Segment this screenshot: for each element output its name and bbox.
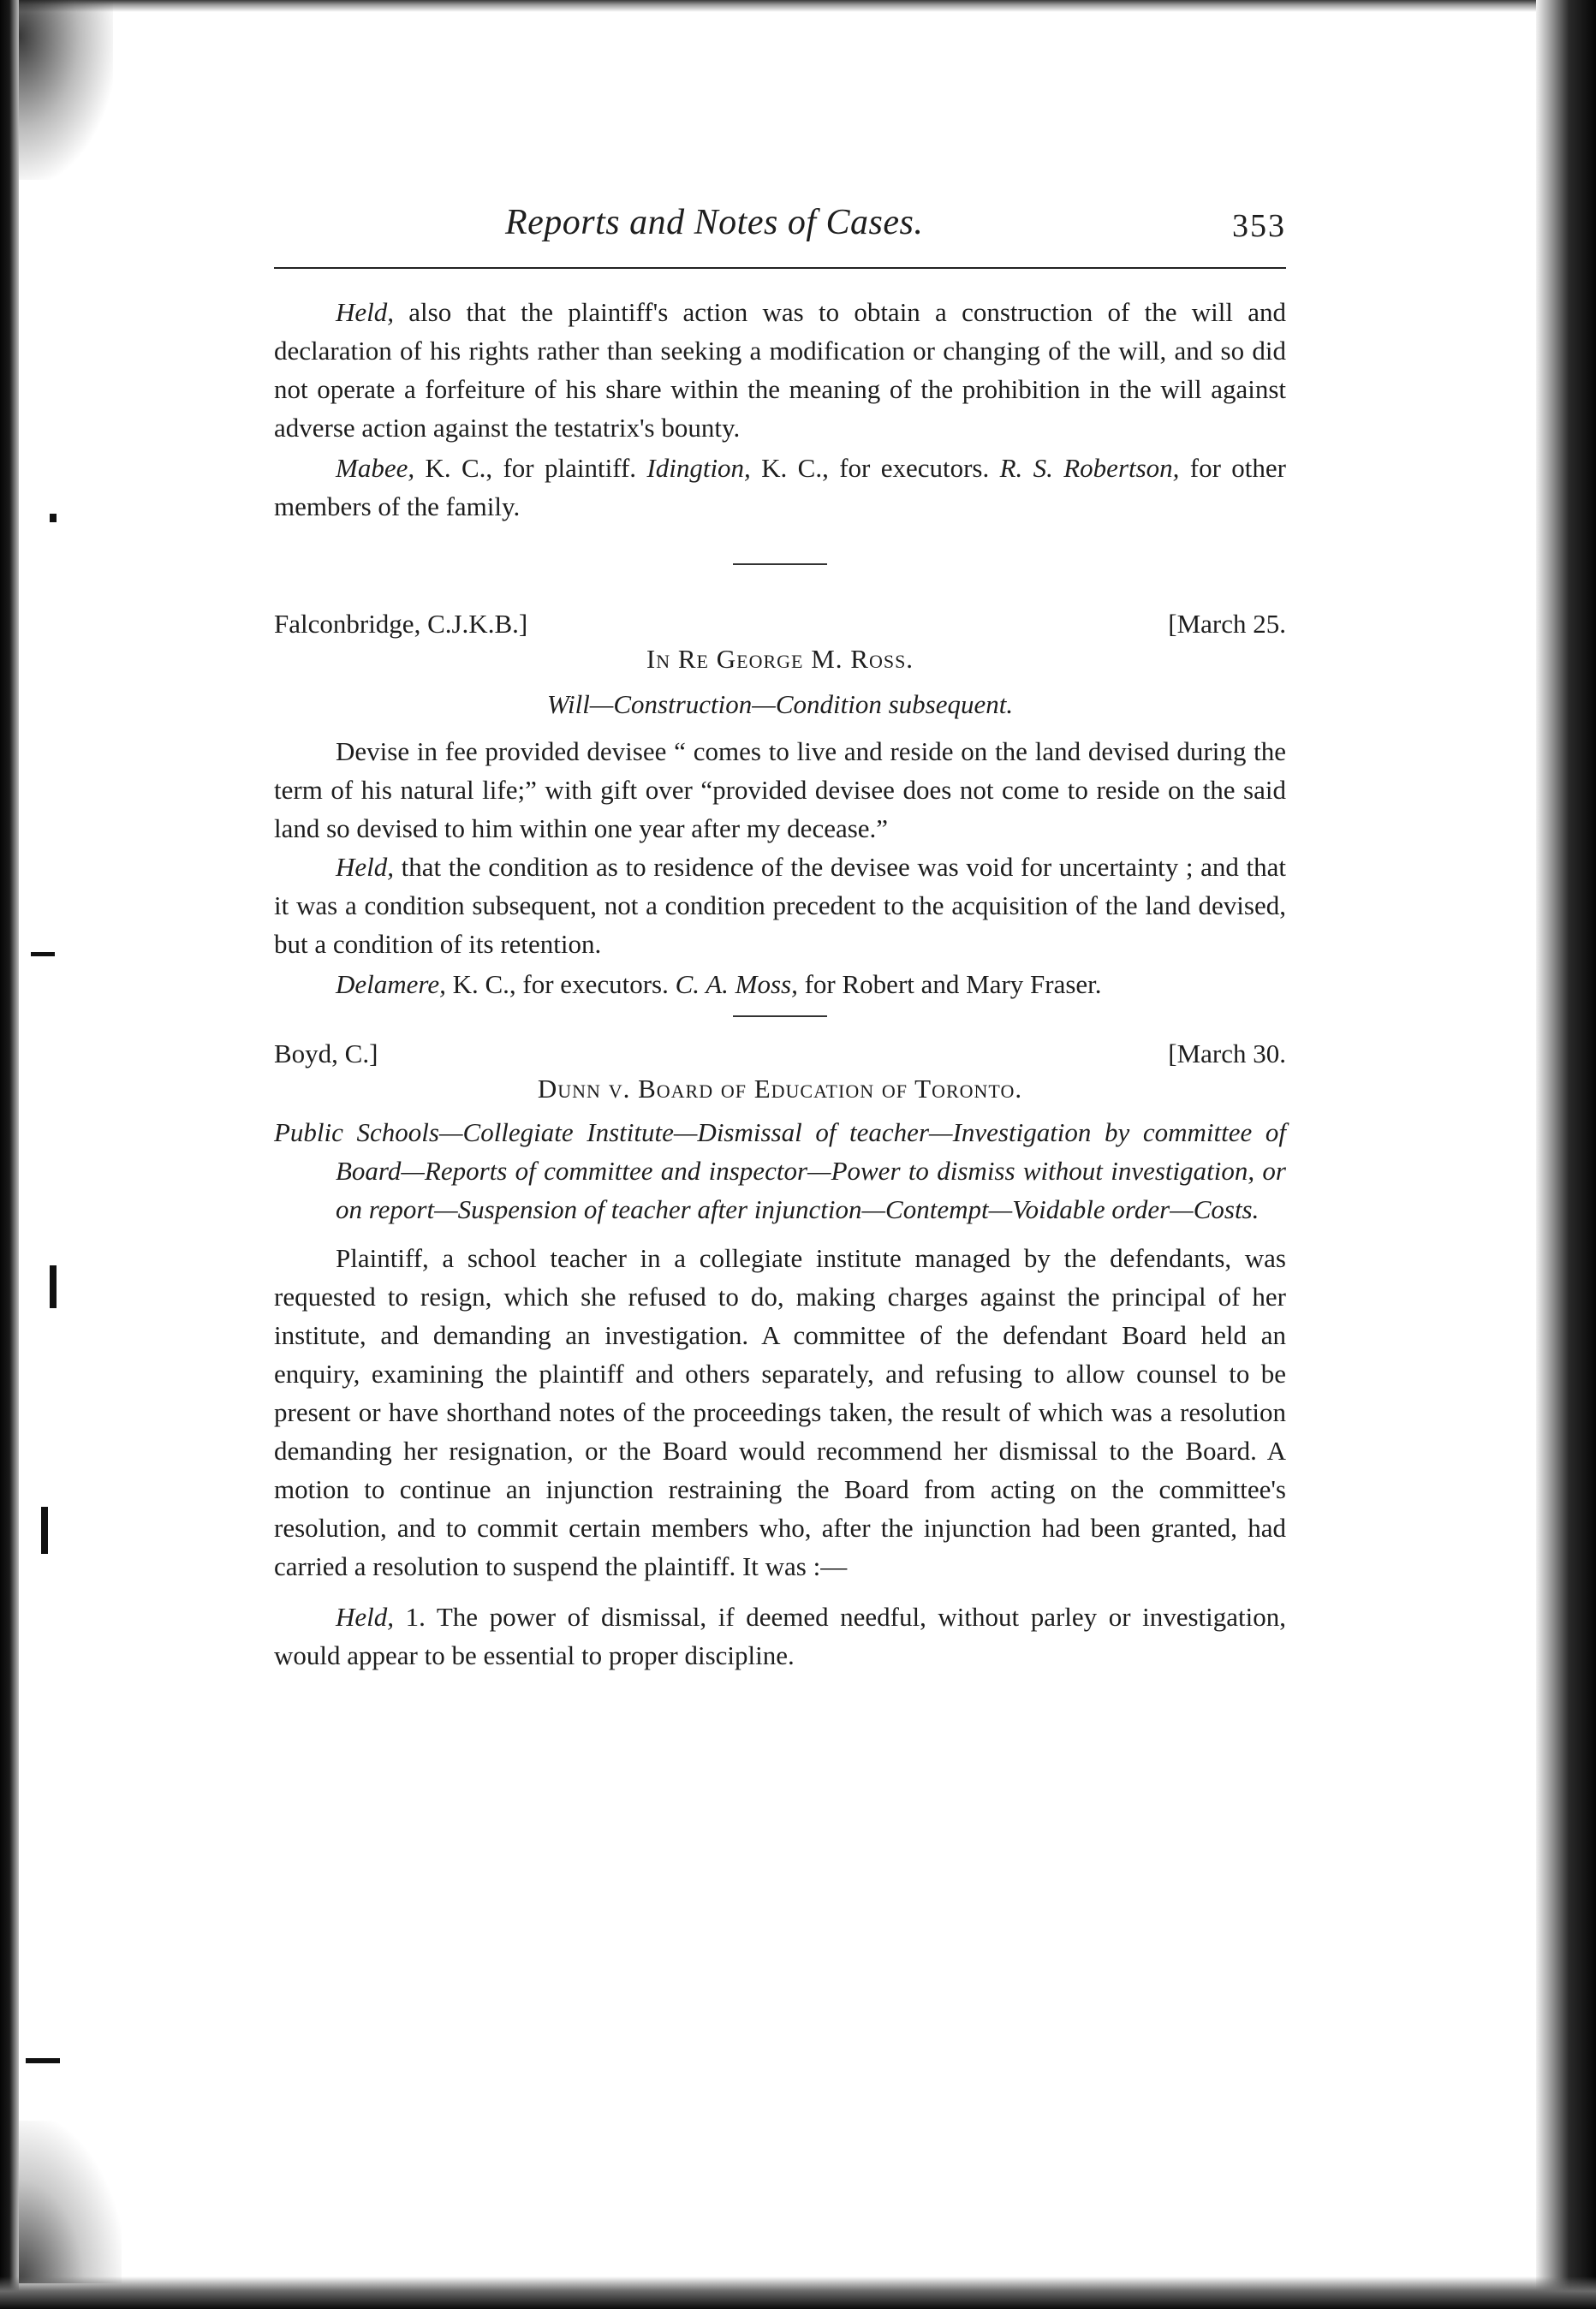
judge: Falconbridge, C.J.K.B.]: [274, 609, 528, 639]
margin-mark: [41, 1507, 48, 1554]
counsel-name: C. A. Moss,: [675, 969, 798, 999]
held-paragraph: [274, 293, 1286, 447]
held-paragraph: [274, 1598, 1286, 1675]
counsel-name: Mabee,: [336, 453, 415, 483]
header-rule: [274, 267, 1286, 269]
case-dunn: [274, 1034, 1286, 1675]
scan-shadow-bottom-left: [19, 2121, 122, 2283]
case-subject: Will—Construction—Condition subsequent.: [546, 689, 1014, 719]
case-title: Dunn v. Board of Education of Toronto.: [537, 1074, 1023, 1104]
case-re-ross: [274, 604, 1286, 1003]
case-heading-line: [274, 1034, 1286, 1073]
running-head: [274, 197, 1286, 267]
held-label: Held,: [336, 852, 395, 882]
case-title: In Re George M. Ross.: [646, 644, 914, 674]
decision-date: [March 30.: [1168, 1038, 1286, 1068]
held-text: 1. The power of dismissal, if deemed needful, without parley or investigation, would appear to be essential to proper discipline.: [274, 1602, 1286, 1670]
scan-shadow-top-left: [19, 0, 113, 180]
catchwords: Public Schools—Collegiate Institute—Dismissal of teacher—Investigation by committee of Board—Reports of committee and inspector—Power to dismiss without investigation, or on report—Suspension of teacher after injunction—Contempt—Voidable order—Costs.: [274, 1117, 1286, 1224]
case-body: Devise in fee provided devisee “ comes to live and reside on the land devised during the term of his natural life;” with gift over “provided devisee does not come to reside on the said land so devised to him within one year after my decease.”: [274, 736, 1286, 843]
section-divider: [733, 1015, 827, 1017]
case-heading-line: [274, 604, 1286, 643]
counsel-paragraph: [274, 449, 1286, 526]
scan-edge-left: [0, 0, 19, 2309]
counsel-text: for other members of the family.: [274, 453, 1286, 521]
judge: Boyd, C.]: [274, 1038, 378, 1068]
counsel-text: K. C., for executors.: [750, 453, 1000, 483]
held-text: also that the plaintiff's action was to obtain a construction of the will and declaration of his rights rather than seeking a modification or changing of the will, and so did not operate a forfeiture of his share within the meaning of the prohibition in the will against adverse action against the testatrix's bounty.: [274, 297, 1286, 443]
margin-mark: [26, 2058, 60, 2063]
counsel-name: Idingtion,: [646, 453, 751, 483]
counsel-name: R. S. Robertson,: [999, 453, 1180, 483]
margin-mark: [31, 952, 55, 956]
counsel-text: K. C., for plaintiff.: [414, 453, 647, 483]
case-continuation: [274, 293, 1286, 526]
counsel-paragraph: [274, 965, 1286, 1003]
held-text: that the condition as to residence of the devisee was void for uncertainty ; and that it was a condition subsequent, not a condition precedent to the acquisition of the land devised, but a condition of its retention.: [274, 852, 1286, 959]
held-paragraph: [274, 848, 1286, 963]
decision-date: [March 25.: [1168, 609, 1286, 639]
held-label: Held,: [336, 297, 395, 327]
scan-edge-right: [1536, 0, 1596, 2309]
counsel-text: K. C., for executors.: [445, 969, 676, 999]
scan-edge-bottom: [0, 2276, 1596, 2309]
scan-edge-top: [0, 0, 1596, 12]
section-divider: [733, 563, 827, 565]
margin-mark: [50, 514, 57, 522]
case-body: Plaintiff, a school teacher in a collegiate institute managed by the defendants, was requested to resign, which she refused to do, making charges against the principal of her institute, and demanding an investigation. A committee of the defendant Board held an enquiry, examining the plaintiff and others separately, and refusing to allow counsel to be present or have shorthand notes of the proceedings taken, the result of which was a resolution demanding her resignation, or the Board would recommend her dismissal to the Board. A motion to continue an injunction restraining the Board from acting on the committee's resolution, and to commit certain members who, after the injunction had been granted, had carried a resolution to suspend the plaintiff. It was :—: [274, 1243, 1286, 1581]
counsel-text: for Robert and Mary Fraser.: [797, 969, 1102, 999]
page-content: [274, 197, 1286, 1675]
counsel-name: Delamere,: [336, 969, 446, 999]
running-title: Reports and Notes of Cases.: [505, 203, 924, 242]
margin-mark: [50, 1265, 57, 1308]
held-label: Held,: [336, 1602, 395, 1632]
page-number: 353: [1232, 208, 1286, 244]
